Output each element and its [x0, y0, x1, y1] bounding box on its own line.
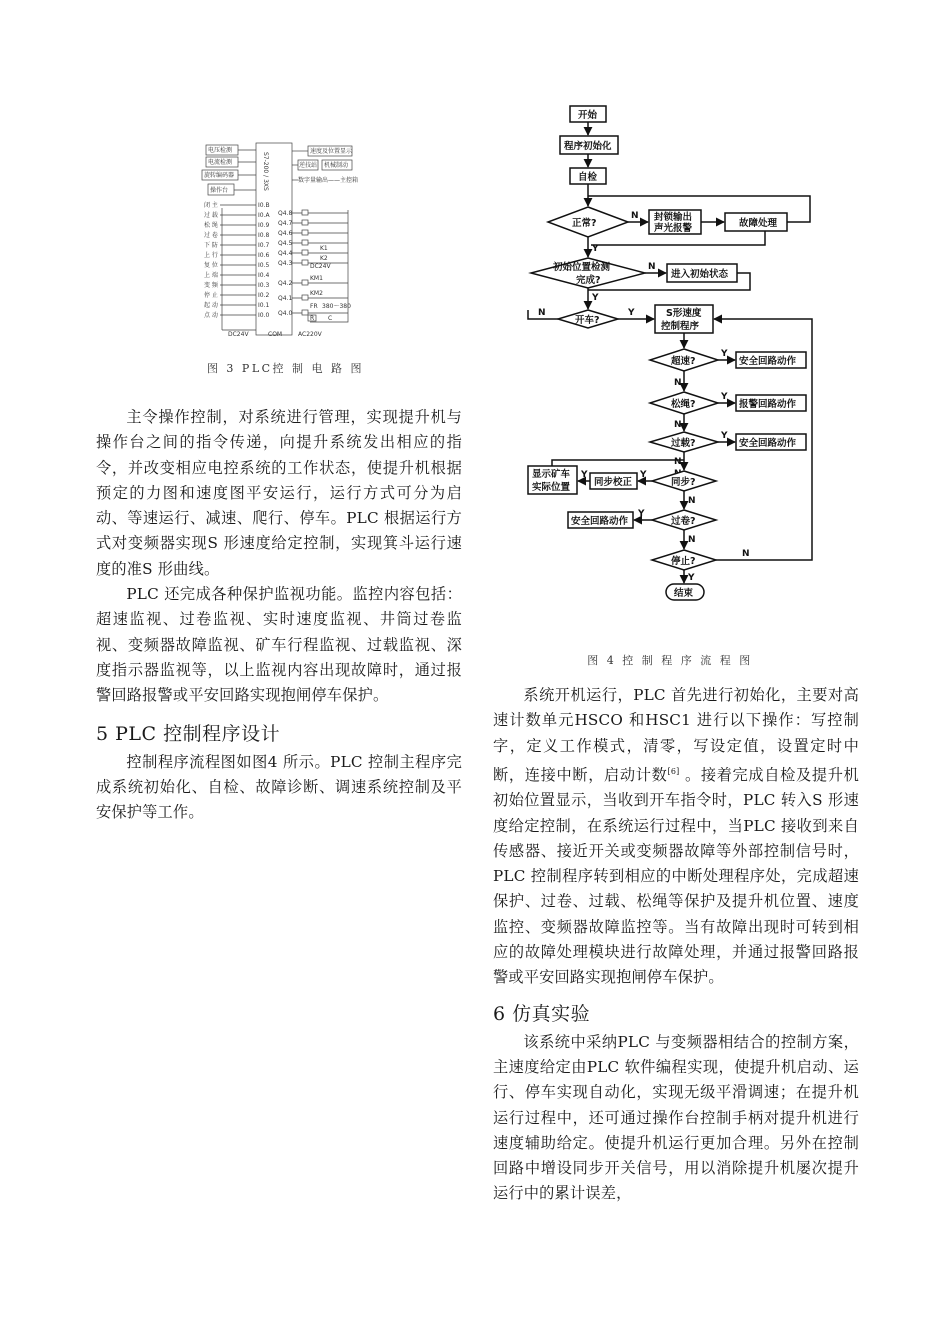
fc-alarm: 报警回路动作	[739, 399, 797, 410]
fig3-input-port: I0.2	[258, 292, 270, 299]
fc-init: 程序初始化	[564, 141, 612, 152]
fc-label-n: N	[688, 535, 696, 545]
fig3-input-port: I0.B	[258, 202, 270, 209]
fig3-input-label: 变 频	[204, 282, 218, 289]
fig3-km2: KM2	[310, 290, 323, 297]
fig3-box-current: 电流检测	[208, 159, 233, 166]
fc-label-n: N	[631, 211, 639, 221]
fig3-input-label: 上 端	[204, 272, 218, 279]
fig3-input-port: I0.3	[258, 282, 270, 289]
fc-enter-init: 进入初始状态	[671, 269, 729, 280]
fig3-box-voltage: 电压检测	[208, 147, 233, 154]
citation-ref: [6]	[667, 766, 680, 776]
fig3-box-brake: 机械制动	[324, 162, 349, 169]
fc-stop: 停止?	[671, 556, 696, 567]
fc-scurve-1: S形速度	[666, 308, 702, 319]
fig3-input-port: I0.4	[258, 272, 270, 279]
section-heading-6: 6 仿真实验	[493, 1002, 591, 1025]
fc-overspeed: 超速?	[671, 356, 696, 367]
fc-initpos-1: 初始位置检测	[553, 262, 611, 273]
fc-safety-1: 安全回路动作	[739, 356, 797, 367]
fig3-input-port: I0.5	[258, 262, 270, 269]
fig3-voltage-range: 380～380	[322, 303, 351, 310]
fc-label-y: Y	[688, 573, 695, 583]
fc-sync-fix: 同步校正	[594, 477, 633, 488]
fc-fault: 故障处理	[739, 218, 778, 229]
fc-label-n: N	[742, 549, 750, 559]
fig3-output-port: Q4.6	[278, 230, 293, 237]
paragraph-startup-part1: 系统开机运行，PLC 首先进行初始化，主要对高速计数单元HSCO 和HSC1 进行以下操作：写控制字，定义工作模式，清零，写设定值，设置定时中断，连接中断，启动计数	[493, 686, 859, 784]
fc-label-n: N	[674, 378, 682, 388]
fig3-input-port: I0.A	[258, 212, 270, 219]
fig3-input-port: I0.7	[258, 242, 270, 249]
fc-start: 开始	[578, 110, 598, 121]
fig3-input-label: 过 载	[204, 212, 218, 219]
fc-label-n: N	[538, 308, 546, 318]
fig3-input-label: 闭 主	[204, 202, 218, 209]
fig3-input-port: I0.8	[258, 232, 270, 239]
fig3-output-port: Q4.7	[278, 220, 293, 227]
fig3-box-display: 速度及位置显示	[310, 148, 353, 155]
fc-label-n: N	[674, 420, 682, 430]
fc-selfcheck: 自检	[578, 172, 598, 183]
fig3-c: C	[328, 315, 333, 322]
fig3-bottom-dc24v: DC24V	[228, 331, 249, 338]
fig3-input-port: I0.0	[258, 312, 270, 319]
fig3-box-console: 操作台	[210, 187, 229, 194]
fig3-bottom-ac220v: AC220V	[298, 331, 322, 338]
fc-label-y: Y	[581, 470, 588, 480]
section-heading-5: 5 PLC 控制程序设计	[96, 722, 281, 745]
fc-label-y: Y	[721, 392, 728, 402]
fc-safety-3: 安全回路动作	[571, 516, 629, 527]
fig3-input-label: 复 位	[204, 262, 218, 269]
fc-scurve-2: 控制程序	[661, 321, 700, 332]
fc-overwind: 过卷?	[671, 516, 696, 527]
fig3-box-encoder: 旋转编码器	[204, 172, 235, 179]
fc-end: 结束	[674, 588, 694, 599]
fig3-k1: K1	[320, 245, 328, 252]
fig3-km1: KM1	[310, 275, 323, 282]
fig3-output-port: Q4.2	[278, 280, 293, 287]
paragraph-startup	[493, 683, 859, 991]
fig3-k2: K2	[320, 255, 328, 262]
fig3-outputs	[278, 210, 292, 317]
fc-label-y: Y	[640, 470, 647, 480]
fig3-input-label: 松 绳	[204, 222, 218, 229]
fc-normal: 正常?	[572, 218, 597, 229]
figure-3-caption: 图 3 PLC控 制 电 路 图	[206, 362, 365, 375]
figure-3-diagram	[198, 140, 366, 340]
paragraph-startup-part2: 。接着完成自检及提升机初始位置显示，当收到开车指令时，PLC 转入S 形速度给定控制，在系统运行过程中，当PLC 接收到来自传感器、接近开关或变频器故障等外部控制信号时，PLC 控制程序转到相应的中断处理程序处，完成超速保护、过卷、过载、松绳等保护及提升机位置、速度监控、变频器故障监控等。当有故障出现时可转到相应的故障处理模块进行故障处理，并通过报警回路报警或平安回路实现抱闸停车保护。	[493, 765, 859, 987]
fig3-input-port: I0.9	[258, 222, 270, 229]
fig3-input-port: I0.1	[258, 302, 270, 309]
fc-lock: 封锁输出	[654, 212, 693, 223]
fig3-input-label: 下 防	[204, 242, 218, 249]
fc-label-n: N	[674, 457, 682, 467]
fig3-input-label: 停 止	[204, 292, 218, 299]
fc-sync: 同步?	[671, 477, 696, 488]
fc-slack: 松绳?	[671, 399, 696, 410]
fig3-output-port: Q4.5	[278, 240, 293, 247]
fc-label-y: Y	[592, 293, 599, 303]
fig3-r: R	[310, 315, 315, 322]
fig3-note-output: 数字量输出——主控箱	[298, 177, 359, 184]
fig3-output-port: Q4.4	[278, 250, 293, 257]
fc-label-y: Y	[721, 349, 728, 359]
paragraph-simulation: 该系统中采纳PLC 与变频器相结合的控制方案，主速度给定由PLC 软件编程实现，使提升机启动、运行、停车实现自动化，实现无级平滑调速；在提升机运行过程中，还可通过操作台控制手柄对提升机进行速度辅助给定。使提升机运行更加合理。另外在控制回路中增设同步开关信号，用以消除提升机屡次提升运行中的累计误差，	[493, 1032, 859, 1203]
fig3-plc-label: S7-200 / 3XS	[262, 152, 269, 191]
fig3-dc24v-note: DC24V	[310, 263, 331, 270]
fc-label-n: N	[688, 496, 696, 506]
fc-run: 开车?	[575, 315, 600, 326]
paragraph-program-design: 控制程序流程图如图4 所示。PLC 控制主程序完成系统初始化、自检、故障诊断、调速系统控制及平安保护等工作。	[96, 752, 462, 822]
fc-show-2: 实际位置	[532, 482, 571, 493]
fc-initpos-2: 完成?	[576, 275, 601, 286]
left-column	[96, 405, 462, 825]
fig3-input-label: 点 动	[204, 312, 218, 319]
fc-label-y: Y	[628, 308, 635, 318]
right-column	[493, 683, 859, 1207]
fc-label-y: Y	[721, 431, 728, 441]
fig3-input-label: 过 卷	[204, 232, 218, 239]
fc-label-y: Y	[638, 509, 645, 519]
fc-label-y: Y	[592, 244, 599, 254]
fig3-bottom-com: COM	[268, 331, 283, 338]
paragraph-main-control: 主令操作控制，对系统进行管理，实现提升机与操作台之间的指令传递，向提升系统发出相应的指令，并改变相应电控系统的工作状态，使提升机根据预定的力图和速度图平安运行，运行方式可分为启动、等速运行、减速、爬行、停车。PLC 根据运行方式对变频器实现S 形速度给定控制，实现箕斗运行速度的准S 形曲线。	[96, 408, 462, 578]
fig3-input-label: 起 动	[204, 302, 218, 309]
figure-4-flowchart	[520, 100, 820, 610]
fig3-input-label: 上 行	[204, 252, 218, 259]
fig3-input-port: I0.6	[258, 252, 270, 259]
fig3-output-port: Q4.0	[278, 310, 293, 317]
fig3-fr: FR	[310, 303, 318, 310]
fig3-output-port: Q4.8	[278, 210, 293, 217]
fc-safety-2: 安全回路动作	[739, 438, 797, 449]
fc-alarm-sound: 声光报警	[654, 223, 693, 234]
figure-4-caption: 图 4 控 制 程 序 流 程 图	[587, 654, 753, 667]
fc-overload: 过载?	[671, 438, 696, 449]
fig3-output-port: Q4.3	[278, 260, 293, 267]
fc-show-1: 显示矿车	[532, 469, 571, 480]
fig3-output-port: Q4.1	[278, 295, 293, 302]
fig3-box-inverter: 逆技站	[299, 162, 318, 169]
fc-label-n: N	[648, 262, 656, 272]
paragraph-protection: PLC 还完成各种保护监视功能。监控内容包括：超速监视、过卷监视、实时速度监视、井筒过卷监视、变频器故障监视、矿车行程监视、过载监视、深度指示器监视等，以上监视内容出现故障时，通过报警回路报警或平安回路实现抱闸停车保护。	[96, 585, 462, 705]
